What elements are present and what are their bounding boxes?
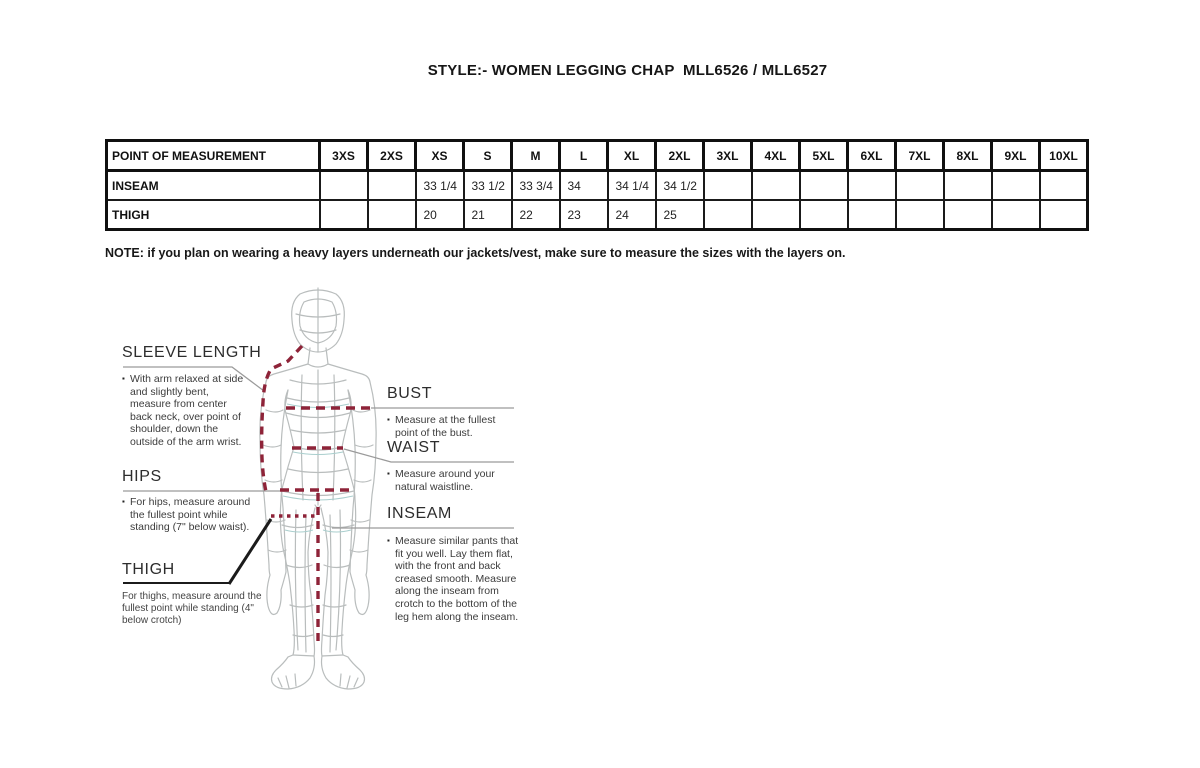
cell <box>704 200 752 230</box>
cell: 33 1/4 <box>416 171 464 201</box>
size-chart-table <box>105 139 1089 231</box>
cell <box>704 171 752 201</box>
cell: 34 <box>560 171 608 201</box>
cell <box>320 200 368 230</box>
note-text: NOTE: if you plan on wearing a heavy layers underneath our jackets/vest, make sure to measure the sizes with the layers on. <box>105 246 846 260</box>
bullet-icon: ▪ <box>387 536 390 545</box>
cell: 22 <box>512 200 560 230</box>
cell <box>752 200 800 230</box>
cell: 34 1/4 <box>608 171 656 201</box>
col-header-size: 2XS <box>368 141 416 171</box>
table-row-inseam <box>107 171 1088 201</box>
cell <box>944 200 992 230</box>
label-inseam: INSEAM <box>387 505 452 522</box>
cell <box>368 200 416 230</box>
cell: 23 <box>560 200 608 230</box>
cell <box>992 200 1040 230</box>
col-header-size: M <box>512 141 560 171</box>
col-header-size: 8XL <box>944 141 992 171</box>
row-label-thigh: THIGH <box>107 200 320 230</box>
cell <box>320 171 368 201</box>
col-header-size: 7XL <box>896 141 944 171</box>
desc-waist: ▪ Measure around your natural waistline. <box>387 468 495 493</box>
col-header-point-of-measurement: POINT OF MEASUREMENT <box>107 141 320 171</box>
cell <box>1040 200 1088 230</box>
desc-inseam: ▪ Measure similar pants that fit you well. Lay them flat, with the front and back creased smooth. Measure along the inseam from crotch to the bottom of the leg hem along the inseam. <box>387 535 519 623</box>
cell: 33 1/2 <box>464 171 512 201</box>
col-header-size: 9XL <box>992 141 1040 171</box>
cell <box>992 171 1040 201</box>
cell <box>848 171 896 201</box>
cell: 20 <box>416 200 464 230</box>
label-thigh: THIGH <box>122 561 175 578</box>
col-header-size: 6XL <box>848 141 896 171</box>
cell <box>800 171 848 201</box>
desc-sleeve-length: ▪ With arm relaxed at side and slightly bent, measure from center back neck, over point of shoulder, down the outside of the arm wrist. <box>122 373 244 448</box>
desc-bust: ▪ Measure at the fullest point of the bust. <box>387 414 496 439</box>
cell: 24 <box>608 200 656 230</box>
col-header-size: 2XL <box>656 141 704 171</box>
col-header-size: 4XL <box>752 141 800 171</box>
col-header-size: S <box>464 141 512 171</box>
cell <box>896 171 944 201</box>
label-hips: HIPS <box>122 468 162 485</box>
label-sleeve-length: SLEEVE LENGTH <box>122 344 262 361</box>
col-header-size: 5XL <box>800 141 848 171</box>
col-header-size: XS <box>416 141 464 171</box>
cell <box>944 171 992 201</box>
bullet-icon: ▪ <box>387 469 390 478</box>
table-row-thigh <box>107 200 1088 230</box>
bullet-icon: ▪ <box>122 374 125 383</box>
cell <box>848 200 896 230</box>
col-header-size: 10XL <box>1040 141 1088 171</box>
cell <box>752 171 800 201</box>
col-header-size: 3XS <box>320 141 368 171</box>
cell <box>1040 171 1088 201</box>
cell: 34 1/2 <box>656 171 704 201</box>
cell <box>368 171 416 201</box>
cell: 33 3/4 <box>512 171 560 201</box>
col-header-size: L <box>560 141 608 171</box>
col-header-size: XL <box>608 141 656 171</box>
bullet-icon: ▪ <box>122 497 125 506</box>
label-waist: WAIST <box>387 439 441 456</box>
desc-thigh: For thighs, measure around the fullest point while standing (4" below crotch) <box>122 591 262 626</box>
cell: 25 <box>656 200 704 230</box>
size-chart-header-row <box>107 141 1088 171</box>
row-label-inseam: INSEAM <box>107 171 320 201</box>
cell: 21 <box>464 200 512 230</box>
cell <box>896 200 944 230</box>
desc-hips: ▪ For hips, measure around the fullest point while standing (7" below waist). <box>122 496 251 534</box>
measurement-diagram <box>110 280 570 720</box>
page-title: STYLE:- WOMEN LEGGING CHAP MLL6526 / MLL6527 <box>427 62 828 79</box>
cell <box>800 200 848 230</box>
label-bust: BUST <box>387 385 433 402</box>
col-header-size: 3XL <box>704 141 752 171</box>
bullet-icon: ▪ <box>387 415 390 424</box>
